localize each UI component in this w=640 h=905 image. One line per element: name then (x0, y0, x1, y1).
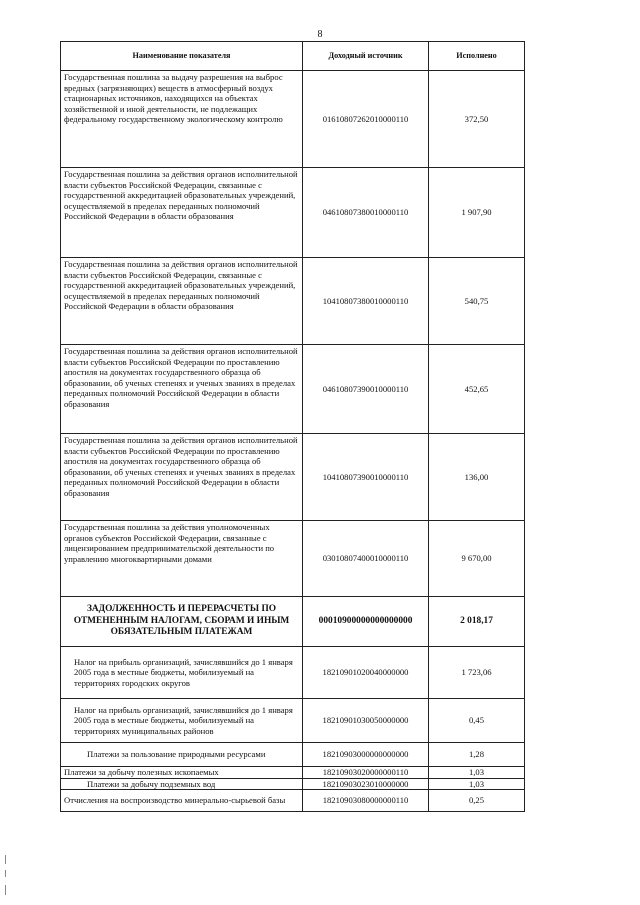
row-code: 01610807262010000110 (303, 71, 429, 168)
row-code: 18210903080000000110 (303, 790, 429, 812)
row-code: 18210901020040000000 (303, 647, 429, 699)
row-code: 18210903020000000110 (303, 767, 429, 779)
row-value: 9 670,00 (429, 521, 525, 597)
row-name: Государственная пошлина за выдачу разрешения на выброс вредных (загрязняющих) веществ в атмосферный воздух стационарных источников, находящихся на объектах хозяйственной и иной деятельности, не подлежащих федеральному государственному экологическому контролю (61, 71, 303, 168)
table-row (61, 790, 525, 812)
row-name: Платежи за добычу подземных вод (61, 778, 303, 790)
row-code: 04610807390010000110 (303, 345, 429, 434)
section-code: 00010900000000000000 (303, 597, 429, 647)
row-code: 18210901030050000000 (303, 699, 429, 743)
row-value: 1 907,90 (429, 168, 525, 258)
row-name: Платежи за пользование природными ресурсами (61, 743, 303, 767)
row-code: 10410807390010000110 (303, 434, 429, 521)
table-row (61, 743, 525, 767)
table-row (61, 71, 525, 168)
header-indicator-name: Наименование показателя (61, 42, 303, 71)
row-code: 18210903023010000000 (303, 778, 429, 790)
row-value: 1,03 (429, 778, 525, 790)
row-name: Государственная пошлина за действия органов исполнительной власти субъектов Российской Федерации по проставлению апостиля на документах государственного образца об образовании, об ученых степенях и ученых званиях в пределах переданных полномочий Российской Федерации в области образования (61, 434, 303, 521)
header-revenue-source: Доходный источник (303, 42, 429, 71)
row-name: Государственная пошлина за действия органов исполнительной власти субъектов Российской Федерации по проставлению апостиля на документах государственного образца об образовании, об ученых степенях и ученых званиях в пределах переданных полномочий Российской Федерации в области образования (61, 345, 303, 434)
row-code: 04610807380010000110 (303, 168, 429, 258)
section-title: ЗАДОЛЖЕННОСТЬ И ПЕРЕРАСЧЕТЫ ПО ОТМЕНЕННЫМ НАЛОГАМ, СБОРАМ И ИНЫМ ОБЯЗАТЕЛЬНЫМ ПЛАТЕЖАМ (61, 597, 303, 647)
header-executed: Исполнено (429, 42, 525, 71)
revenue-table (60, 41, 525, 812)
table-row (61, 345, 525, 434)
page-number: 8 (317, 29, 323, 40)
row-value: 372,50 (429, 71, 525, 168)
table-row (61, 168, 525, 258)
row-name: Государственная пошлина за действия органов исполнительной власти субъектов Российской Федерации, связанные с государственной аккредитацией образовательных учреждений, осуществляемой в пределах переданных полномочий Российской Федерации в области образования (61, 258, 303, 345)
table-row (61, 434, 525, 521)
row-value: 0,45 (429, 699, 525, 743)
row-name: Отчисления на воспроизводство минерально-сырьевой базы (61, 790, 303, 812)
row-value: 0,25 (429, 790, 525, 812)
table-row (61, 258, 525, 345)
table-row (61, 699, 525, 743)
table-row (61, 647, 525, 699)
row-code: 18210903000000000000 (303, 743, 429, 767)
table-row-section-total (61, 597, 525, 647)
row-name: Налог на прибыль организаций, зачислявшийся до 1 января 2005 года в местные бюджеты, мобилизуемый на территориях городских округов (61, 647, 303, 699)
row-name: Платежи за добычу полезных ископаемых (61, 767, 303, 779)
row-code: 10410807380010000110 (303, 258, 429, 345)
row-name: Налог на прибыль организаций, зачислявшийся до 1 января 2005 года в местные бюджеты, мобилизуемый на территориях муниципальных районов (61, 699, 303, 743)
section-value: 2 018,17 (429, 597, 525, 647)
scan-edge-marks (5, 855, 7, 899)
row-value: 1,28 (429, 743, 525, 767)
row-name: Государственная пошлина за действия органов исполнительной власти субъектов Российской Федерации, связанные с государственной аккредитацией образовательных учреждений, осуществляемой в пределах переданных полномочий Российской Федерации в области образования (61, 168, 303, 258)
table-row (61, 521, 525, 597)
table-row (61, 778, 525, 790)
row-value: 540,75 (429, 258, 525, 345)
row-value: 1,03 (429, 767, 525, 779)
row-code: 03010807400010000110 (303, 521, 429, 597)
row-value: 136,00 (429, 434, 525, 521)
row-value: 1 723,06 (429, 647, 525, 699)
table-header-row (61, 42, 525, 71)
row-value: 452,65 (429, 345, 525, 434)
table-row (61, 767, 525, 779)
row-name: Государственная пошлина за действия уполномоченных органов субъектов Российской Федерации, связанные с лицензированием предпринимательской деятельности по управлению многоквартирными домами (61, 521, 303, 597)
